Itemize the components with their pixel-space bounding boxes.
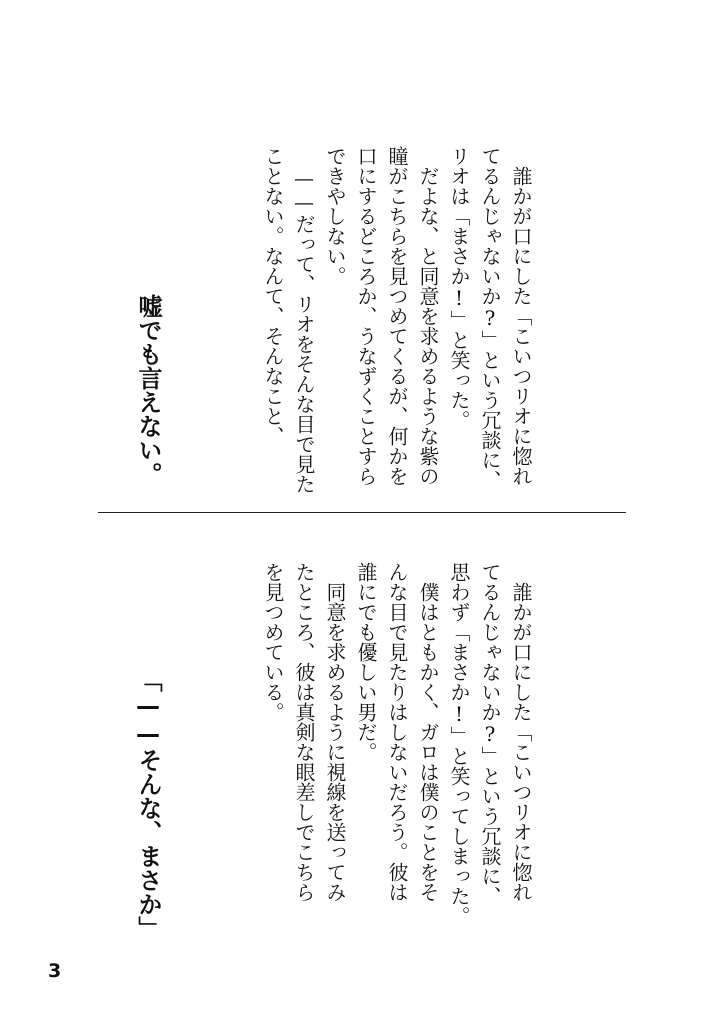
- text-column: 瞳がこちらを見つめてくるが、何かを: [385, 146, 409, 486]
- text-column: ことない。なんて、そんなこと、: [261, 146, 285, 446]
- text-column: てるんじゃないか?」という冗談に、: [478, 146, 502, 490]
- text-column: 誰かが口にした「こいつリオに惚れ: [509, 562, 533, 902]
- text-column: 同意を求めるように視線を送ってみ: [323, 562, 347, 902]
- text-column: できやしない。: [323, 146, 347, 286]
- upper-text-block: [257, 146, 536, 494]
- text-column: 誰かが口にした「こいつリオに惚れ: [509, 146, 533, 486]
- lower-caption: 「——そんな、まさか」: [134, 668, 162, 940]
- text-column: 誰にでも優しい男だ。: [354, 562, 378, 762]
- lower-text-block: [257, 562, 536, 926]
- text-column: ——だって、リオをそんな目で見た: [292, 146, 316, 494]
- text-column: リオは「まさか!」と笑った。: [447, 146, 471, 430]
- text-column: んな目で見たりはしないだろう。彼は: [385, 562, 409, 902]
- page-number: 3: [48, 960, 62, 982]
- text-column: だよな、と同意を求めるような紫の: [416, 146, 440, 486]
- text-column: たところ、彼は真剣な眼差しでこちら: [292, 562, 316, 902]
- text-column: 僕はともかく、ガロは僕のことをそ: [416, 562, 440, 902]
- text-column: てるんじゃないか?」という冗談に、: [478, 562, 502, 906]
- upper-caption: 嘘でも言えない。: [134, 294, 162, 486]
- divider: [98, 512, 626, 513]
- text-column: 思わず「まさか!」と笑ってしまった。: [447, 562, 471, 926]
- text-column: を見つめている。: [261, 562, 285, 722]
- text-column: 口にするどころか、うなずくことすら: [354, 146, 378, 486]
